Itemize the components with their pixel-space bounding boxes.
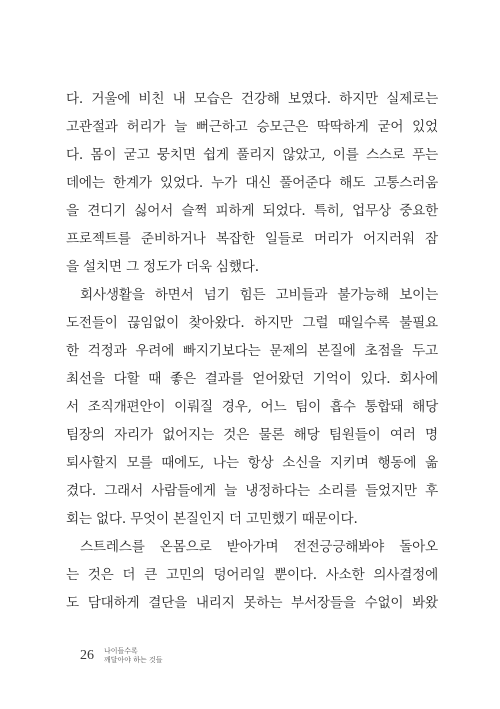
text-line: 퇴사할지 모를 때에도, 나는 항상 소신을 지키며 행동에 옮 [66,455,438,471]
text-line: 서 조직개편안이 이뤄질 경우, 어느 팀이 흡수 통합돼 해당 [66,399,438,415]
text-line: 최선을 다할 때 좋은 결과를 얻어왔던 기억이 있다. 회사에 [66,371,438,387]
text-line: 도전들이 끊임없이 찾아왔다. 하지만 그럴 때일수록 불필요 [66,315,438,331]
text-line: 팀장의 자리가 없어지는 것은 물론 해당 팀원들이 여러 명 [66,427,438,443]
text-line: 도 담대하게 결단을 내리지 못하는 부서장들을 수없이 봐왔 [66,595,438,611]
text-line: 회는 없다. 무엇이 본질인지 더 고민했기 때문이다. [66,511,358,527]
text-line: 겼다. 그래서 사람들에게 늘 냉정하다는 소리를 들었지만 후 [66,483,438,499]
text-line: 프로젝트를 준비하거나 복잡한 일들로 머리가 어지러워 잠 [66,231,438,247]
text-line: 데에는 한계가 있었다. 누가 대신 풀어준다 해도 고통스러움 [66,175,438,191]
text-line: 다. 몸이 굳고 뭉치면 쉽게 풀리지 않았고, 이를 스스로 푸는 [66,147,438,163]
body-text [66,85,438,617]
book-title-line: 깨달아야 하는 것들 [104,656,163,664]
text-line: 을 설치면 그 정도가 더욱 심했다. [66,259,259,275]
text-line: 고관절과 허리가 늘 뻐근하고 승모근은 딱딱하게 굳어 있었 [66,119,438,135]
text-line: 한 걱정과 우려에 빠지기보다는 문제의 본질에 초점을 두고 [66,343,438,359]
text-line: 을 견디기 싫어서 슬쩍 피하게 되었다. 특히, 업무상 중요한 [66,203,438,219]
page-number: 26 [80,648,94,663]
text-line: 스트레스를 온몸으로 받아가며 전전긍긍해봐야 돌아오 [80,539,438,555]
text-line: 는 것은 더 큰 고민의 덩어리일 뿐이다. 사소한 의사결정에 [66,567,438,583]
paragraph [66,533,438,617]
paragraph [66,281,438,533]
page-footer [80,647,163,665]
book-title-line: 나이들수록 [104,647,138,655]
text-line: 회사생활을 하면서 넘기 힘든 고비들과 불가능해 보이는 [80,287,438,303]
running-title [104,647,163,665]
paragraph [66,85,438,281]
text-line: 다. 거울에 비친 내 모습은 건강해 보였다. 하지만 실제로는 [66,91,438,107]
